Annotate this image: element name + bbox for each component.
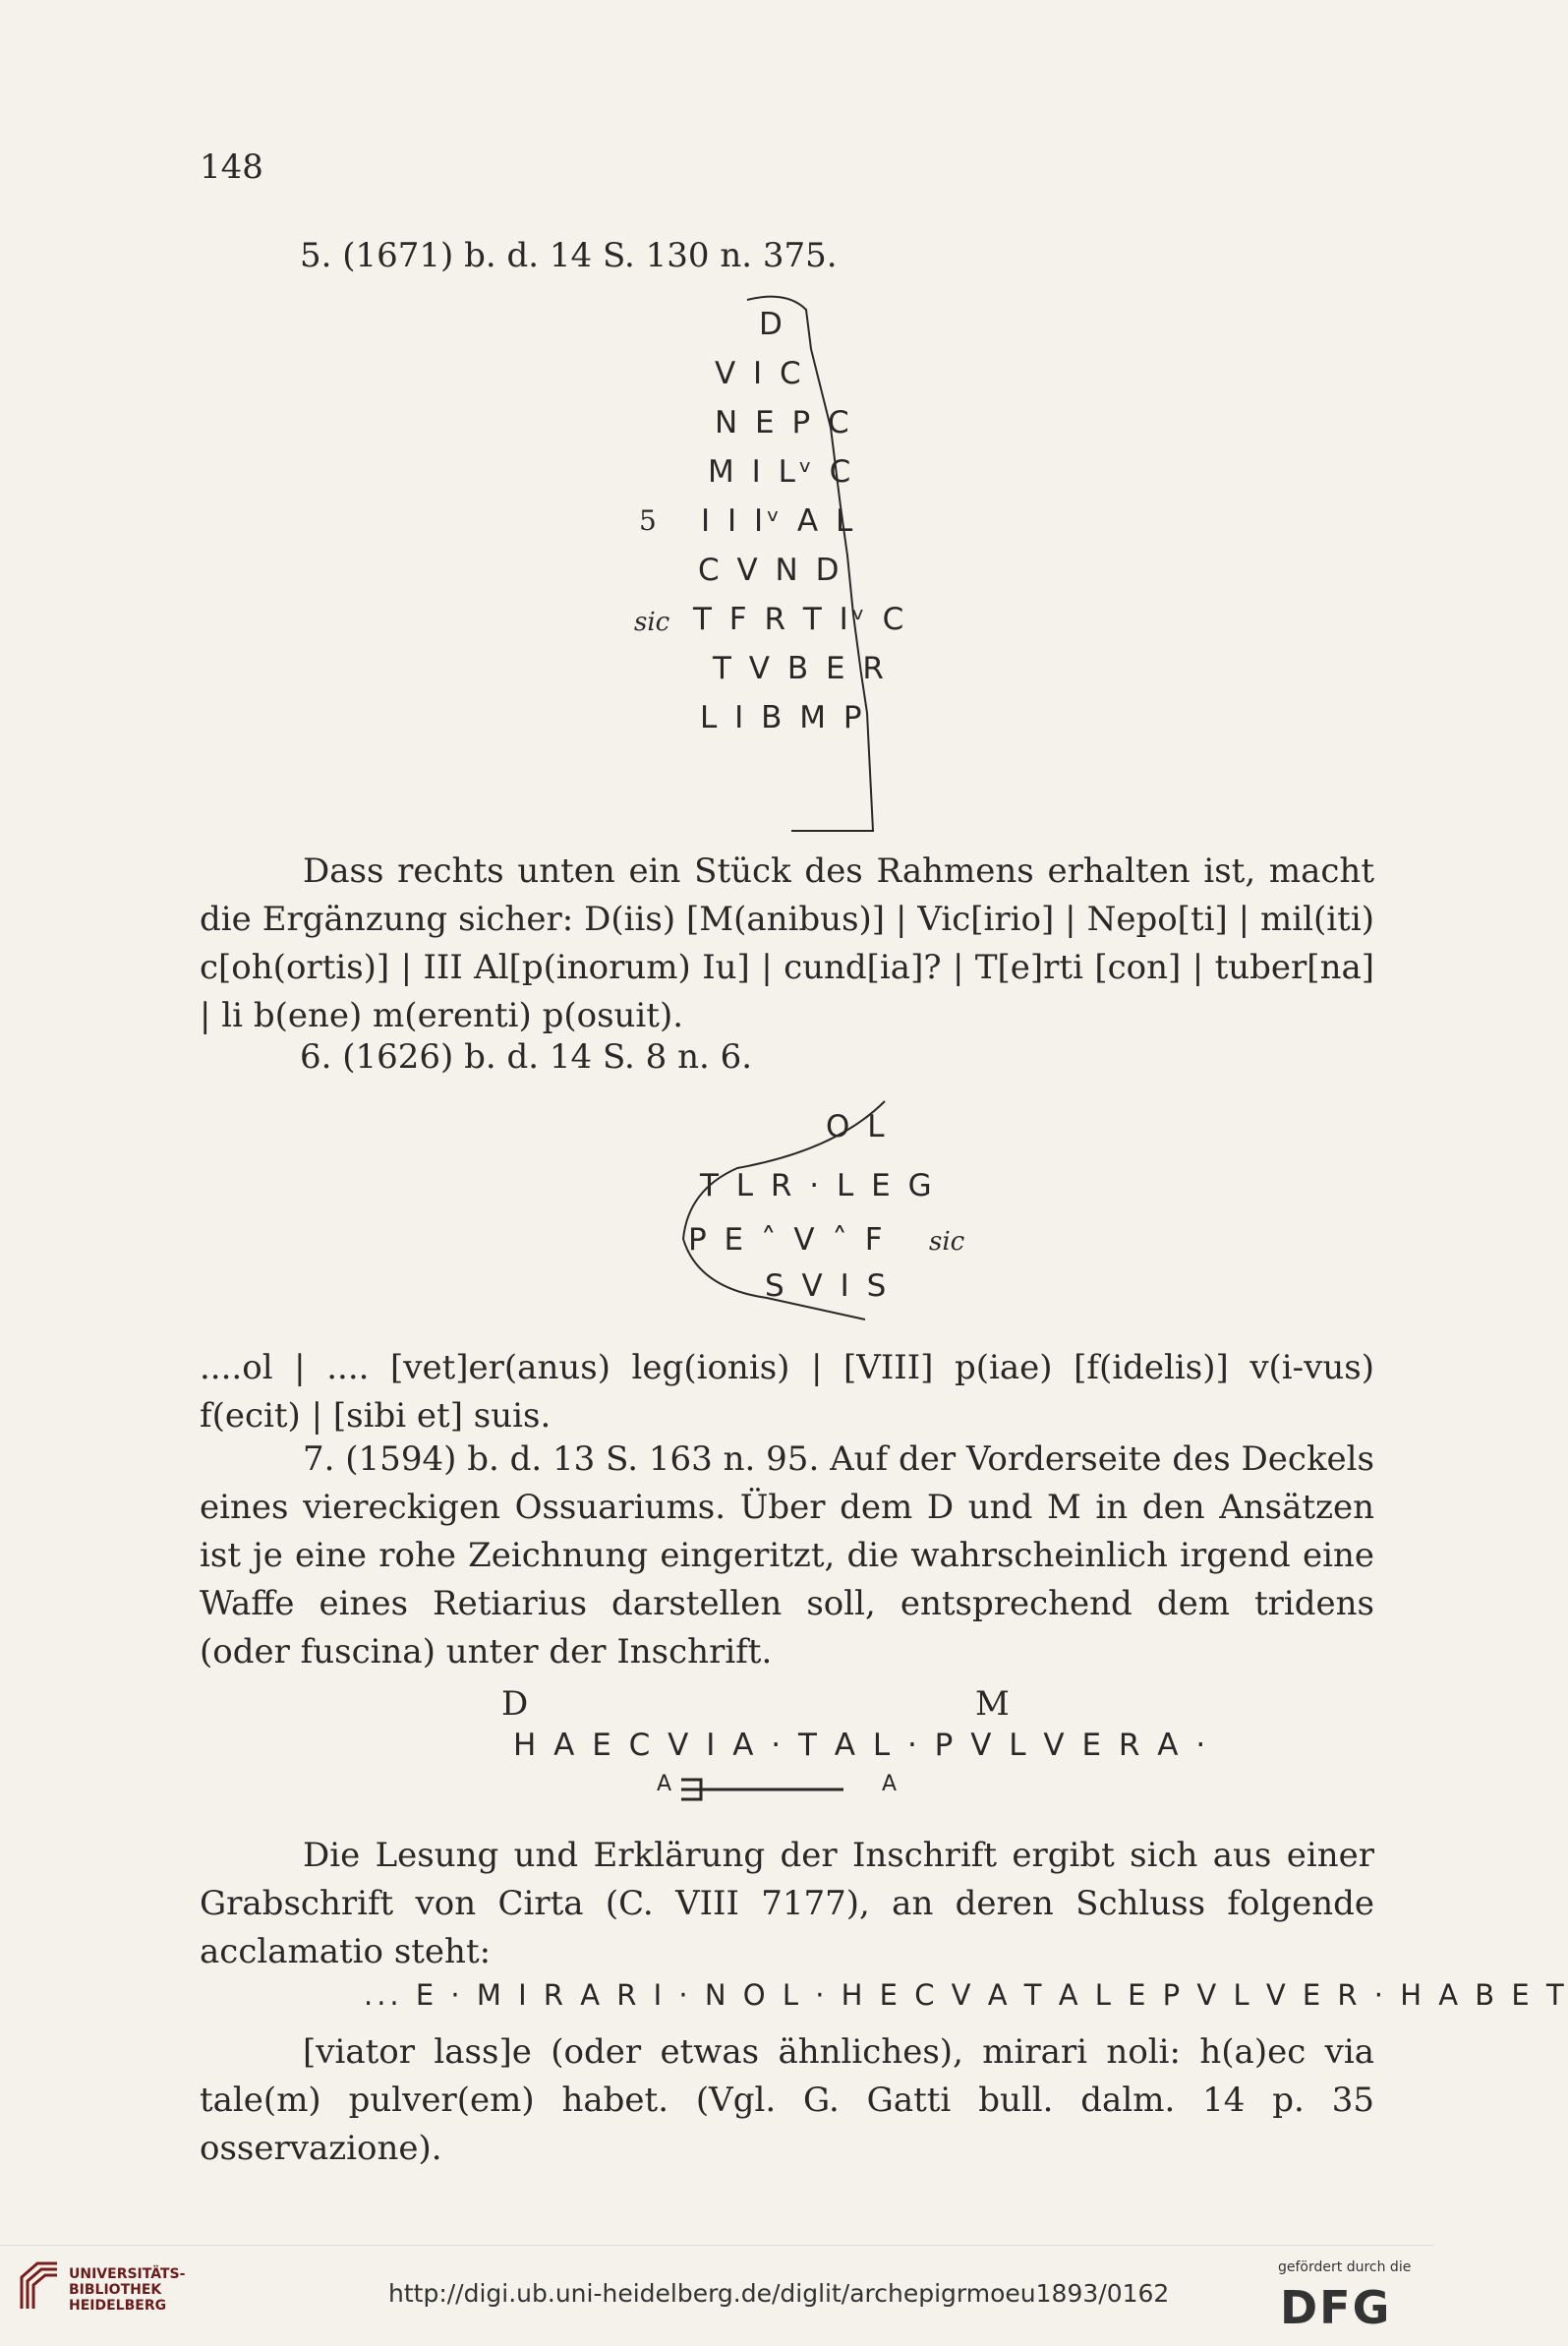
- library-logo-icon: [18, 2259, 61, 2315]
- insc5-line-5: I I Iᵛ A L: [701, 503, 857, 539]
- insc6-line-4: S V I S: [765, 1268, 891, 1304]
- insc6-line-1: O L: [826, 1109, 889, 1144]
- dfg-logo: DFG: [1280, 2281, 1392, 2334]
- library-name: UNIVERSITÄTS- BIBLIOTHEK HEIDELBERG: [69, 2266, 186, 2314]
- insc7-D: D: [501, 1684, 529, 1724]
- trident-icon: [681, 1775, 848, 1804]
- page-number: 148: [200, 147, 263, 187]
- sic-label-6: sic: [929, 1227, 965, 1257]
- entry6-heading: 6. (1626) b. d. 14 S. 8 n. 6.: [300, 1037, 753, 1077]
- insc7-A2: A: [882, 1772, 901, 1796]
- insc7-A1: A: [657, 1772, 676, 1796]
- insc5-line-7: T F R T Iᵛ C: [693, 602, 908, 637]
- insc5-line-2: V I C: [715, 356, 805, 391]
- sic-label-5: sic: [634, 608, 670, 637]
- entry7-text2: Die Lesung und Erklärung der Inschrift ergibt sich aus einer Grabschrift von Cirta (C. VIII 7177), an deren Schluss folgende acclamatio steht:: [200, 1836, 1374, 1971]
- insc5-line-8: T V B E R: [713, 651, 888, 686]
- entry7-text: 7. (1594) b. d. 13 S. 163 n. 95. Auf der Vorderseite des Deckels eines viereckigen Ossuariums. Über dem D und M in den Ansätzen ist je eine rohe Zeichnung eingeritzt, die wahrscheinlich irgend eine Waffe eines Retiarius darstellen soll, entsprechend dem tridens (oder fuscina) unter der Inschrift.: [200, 1439, 1374, 1672]
- entry7-text3: [viator lass]e (oder etwas ähnliches), mirari noli: h(a)ec via tale(m) pulver(em) habet. (Vgl. G. Gatti bull. dalm. 14 p. 35 osservazione).: [200, 2032, 1374, 2168]
- funded-note: gefördert durch die: [1278, 2259, 1412, 2275]
- insc5-line-1: D: [759, 307, 786, 342]
- insc5-line-4: M I Lᵛ C: [708, 454, 855, 490]
- insc7-line: H A E C V I A · T A L · P V L V E R A ·: [513, 1728, 1210, 1763]
- entry5-heading: 5. (1671) b. d. 14 S. 130 n. 375.: [300, 236, 838, 275]
- footer-url[interactable]: http://digi.ub.uni-heidelberg.de/diglit/archepigrmoeu1893/0162: [388, 2279, 1170, 2308]
- insc6-line-3: P E ˄ V ˄ F: [688, 1222, 887, 1258]
- insc5-line-9: L I B M P: [700, 700, 866, 735]
- insc6-line-2: T L R · L E G: [700, 1168, 936, 1203]
- entry6-commentary: ....ol | .... [vet]er(anus) leg(ionis) | [VIII] p(iae) [f(idelis)] v(i-vus) f(ecit) | [sibi et] suis.: [200, 1348, 1374, 1436]
- insc5-line-6: C V N D: [698, 553, 843, 588]
- insc5-line-3: N E P C: [715, 405, 853, 440]
- insc7-M: M: [975, 1684, 1010, 1724]
- entry5-commentary: Dass rechts unten ein Stück des Rahmens erhalten ist, macht die Ergänzung sicher: D(iis) [M(anibus)] | Vic[irio] | Nepo[ti] | mil(iti) c[oh(ortis)] | III Al[p(inorum) Iu] | cund[ia]? | T[e]rti [con] | tuber[na] | li b(ene) m(erenti) p(osuit).: [200, 851, 1374, 1035]
- acclamatio: ... E · M I R A R I · N O L · H E C V A T A L E P V L V E R · H A B E T: [364, 1978, 1568, 2012]
- line-number-5: 5: [639, 504, 657, 537]
